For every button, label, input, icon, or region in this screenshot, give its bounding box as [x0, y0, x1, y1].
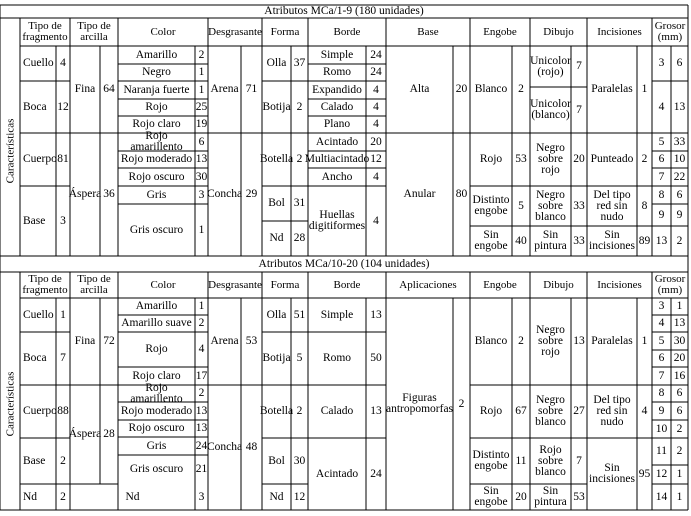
- table1-color-label: Gris oscuro: [129, 223, 184, 236]
- table2-color-label: Rojo moderado: [120, 404, 193, 417]
- table1-grosor-count: 10: [673, 153, 686, 165]
- table1-borde-value: 12: [370, 153, 382, 165]
- table1-header-dibujo: Dibujo: [543, 25, 574, 38]
- table1-borde-label: Ancho: [321, 170, 353, 183]
- table1-incision-value: 1: [641, 83, 648, 95]
- table2-incision-label: Del tipo red sin nudo: [593, 394, 631, 428]
- table2-fragmento-label: Boca: [23, 352, 47, 364]
- table2-dibujo-value: 27: [573, 405, 585, 417]
- table1-forma-label: Olla: [266, 57, 287, 69]
- table1-borde-value: 4: [373, 214, 379, 227]
- table2-header-incisiones: Incisiones: [597, 278, 642, 291]
- table1-fragmento-value: 12: [57, 100, 69, 113]
- table2-grosor-count: 2: [676, 445, 683, 457]
- table2-grosor-mm: 4: [658, 317, 665, 329]
- table1-borde-label: Plano: [323, 118, 351, 130]
- table2-header-engobe: Engobe: [483, 278, 517, 291]
- table2-dibujo-value: 53: [573, 490, 585, 503]
- table2-forma-label: Botella: [259, 405, 294, 417]
- table1-color-value: 25: [195, 101, 208, 113]
- table1-borde-value: 4: [373, 101, 379, 113]
- table1-grosor-count: 6: [676, 188, 683, 201]
- table2-color-label: Rojo: [145, 343, 168, 355]
- table2-incision-value: 1: [641, 335, 648, 347]
- table2-fragmento-label: Nd: [23, 490, 38, 503]
- table2-color-value: 2: [198, 387, 205, 399]
- table1-forma-value: 37: [293, 57, 306, 69]
- table1-fragmento-label: Boca: [23, 100, 47, 113]
- table2-borde-value: 13: [370, 308, 382, 321]
- table2-grosor-count: 1: [676, 300, 683, 312]
- table2-header-borde: Borde: [333, 278, 361, 291]
- table1-forma-value: 28: [293, 232, 306, 244]
- table2-grosor-mm: 6: [658, 352, 665, 364]
- table1-borde-label: Acintado: [315, 135, 359, 148]
- table1-engobe-value: 40: [515, 234, 527, 247]
- table1-grosor-count: 9: [676, 208, 683, 221]
- table2-color-value: 17: [195, 369, 208, 382]
- table2-engobe-label: Blanco: [474, 335, 508, 347]
- table2-dibujo-label: Sin pintura: [534, 485, 567, 508]
- table2-grosor-mm: 7: [658, 369, 665, 382]
- table1-engobe-label: Distinto engobe: [472, 194, 510, 217]
- table2-title: Atributos MCa/10-20 (104 unidades): [258, 257, 430, 270]
- table1-incision-value: 89: [638, 234, 651, 247]
- table2-grosor-mm: 3: [658, 300, 665, 312]
- table2-borde-label: Romo: [322, 352, 352, 364]
- table2-forma-value: 5: [296, 352, 303, 364]
- table1-engobe-label: Sin engobe: [474, 229, 508, 252]
- table2-borde-label: Calado: [320, 405, 354, 417]
- table2-forma-value: 30: [293, 454, 306, 467]
- table2-color-value: 2: [198, 317, 205, 329]
- table2-desgrasante-label: Arena: [210, 335, 239, 347]
- table2-header-color: Color: [150, 278, 176, 291]
- table1-forma-value: 2: [296, 153, 303, 165]
- table2-incision-label: Paralelas: [591, 335, 633, 347]
- table2-forma-label: Botija: [262, 352, 291, 364]
- table1-incision-value: 2: [641, 153, 648, 165]
- table1-grosor-mm: 3: [658, 57, 665, 69]
- table1-engobe-label: Blanco: [474, 83, 508, 95]
- table1-header-color: Color: [150, 25, 176, 38]
- table2-fragmento-value: 2: [60, 490, 66, 503]
- table2-grosor-mm: 9: [658, 404, 665, 417]
- table1-color-label: Rojo amarillento: [130, 130, 183, 153]
- table2-grosor-mm: 11: [655, 445, 668, 457]
- table2-desgrasante-value: 53: [245, 335, 258, 347]
- table1-arcilla-label: Áspera: [68, 188, 102, 200]
- table1-dibujo-label: Negro sobre rojo: [536, 142, 565, 176]
- table1-forma-label: Bol: [268, 197, 285, 209]
- table1-dibujo-value: 7: [576, 103, 582, 116]
- table1-base-label: Alta: [409, 83, 430, 95]
- table2-engobe-value: 67: [515, 405, 527, 417]
- table1-grosor-count: 22: [673, 170, 686, 183]
- table1-engobe-value: 53: [515, 153, 527, 165]
- table1-borde-label: Calado: [320, 101, 354, 113]
- table2-grosor-count: 13: [673, 317, 686, 329]
- table1-header-base: Base: [417, 25, 439, 38]
- table1-grosor-mm: 4: [658, 100, 665, 113]
- table2-dibujo-label: Negro sobre rojo: [536, 324, 565, 358]
- table1-arcilla-value: 36: [103, 188, 115, 200]
- table2-color-label: Rojo claro: [132, 369, 181, 382]
- table1-color-value: 13: [195, 153, 208, 165]
- table2-header-desgrasante: Desgrasante: [208, 278, 262, 291]
- table2-fragmento-label: Cuerpo: [23, 405, 57, 417]
- table2-engobe-label: Sin engobe: [474, 485, 508, 508]
- table1-header-engobe: Engobe: [483, 25, 517, 38]
- table2-color-value: 24: [195, 439, 208, 452]
- table2-color-label: Gris: [146, 439, 167, 452]
- table1-dibujo-label: Negro sobre blanco: [535, 188, 566, 223]
- table2-color-value: 13: [195, 422, 208, 434]
- table1-incision-value: 8: [641, 199, 648, 212]
- table2-grosor-mm: 14: [655, 490, 668, 503]
- table1-color-value: 1: [198, 223, 205, 236]
- table2-header-aplicaciones: Aplicaciones: [399, 278, 457, 291]
- table2-fragmento-value: 88: [57, 405, 69, 417]
- table2-color-value: 3: [198, 490, 205, 503]
- table1-dibujo-label: Unicolor (blanco): [530, 98, 571, 121]
- table1-incision-label: Sin incisiones: [589, 229, 635, 252]
- table2-color-value: 13: [195, 404, 208, 417]
- table2-aplicacion-label: Figuras antropomorfas: [385, 392, 454, 415]
- table1-forma-label: Botija: [262, 100, 291, 113]
- table2-engobe-value: 2: [518, 335, 524, 347]
- table2-grosor-count: 2: [676, 422, 683, 435]
- table2-borde-value: 13: [370, 405, 382, 417]
- table1-grosor-mm: 5: [658, 135, 665, 148]
- table1-color-label: Negro: [142, 66, 171, 78]
- table2-aplicacion-value: 2: [458, 397, 465, 410]
- table1-dibujo-label: Unicolor (rojo): [530, 54, 571, 78]
- table2-arcilla-value: 28: [103, 428, 115, 440]
- table2-header-forma: Forma: [270, 278, 300, 291]
- table2-engobe-value: 20: [515, 490, 527, 503]
- table2-grosor-mm: 5: [658, 334, 665, 347]
- table1-desgrasante-value: 71: [245, 83, 258, 95]
- table1-borde-label: Expandido: [312, 83, 362, 96]
- table1-borde-value: 24: [370, 66, 382, 78]
- table1-dibujo-label: Sin pintura: [534, 229, 567, 252]
- table2-header-grosor: Grosor (mm): [654, 273, 686, 296]
- table1-base-value: 80: [455, 188, 468, 200]
- table2-grosor-count: 16: [673, 369, 686, 382]
- table1-forma-value: 31: [293, 197, 306, 209]
- table2-fragmento-value: 1: [60, 308, 66, 321]
- table1-fragmento-value: 81: [57, 153, 69, 165]
- table1-color-value: 6: [198, 135, 205, 148]
- table2-arcilla-label: Fina: [74, 335, 96, 347]
- table2-forma-value: 51: [293, 308, 306, 321]
- table2-color-label: Amarillo suave: [121, 317, 192, 329]
- table1-forma-value: 2: [296, 100, 303, 113]
- table1-borde-label: Multiacintado: [304, 153, 370, 165]
- table2-desgrasante-value: 48: [245, 441, 258, 453]
- table2-borde-value: 50: [370, 352, 382, 364]
- table1-header-borde: Borde: [333, 25, 361, 38]
- table2-dibujo-value: 13: [573, 335, 585, 347]
- table1-dibujo-value: 33: [573, 234, 585, 247]
- table2-grosor-count: 6: [676, 387, 683, 399]
- table2-grosor-mm: 8: [658, 387, 665, 399]
- table1-header-incisiones: Incisiones: [597, 25, 642, 38]
- table2-grosor-mm: 10: [655, 422, 668, 435]
- table1-borde-value: 4: [373, 83, 379, 96]
- table1-side-label: Características: [3, 118, 16, 184]
- table1-desgrasante-label: Concha: [206, 188, 243, 200]
- table2-fragmento-value: 7: [60, 352, 66, 364]
- table1-color-label: Rojo claro: [132, 118, 181, 130]
- table2-color-label: Amarillo: [135, 300, 178, 312]
- table1-color-label: Rojo moderado: [120, 153, 193, 165]
- table1-color-value: 30: [195, 170, 208, 183]
- table1-fragmento-label: Base: [23, 214, 46, 227]
- table2-side-label: Características: [3, 371, 16, 437]
- table1-grosor-count: 33: [673, 135, 686, 148]
- table1-arcilla-value: 64: [103, 83, 115, 95]
- table2-incision-value: 4: [641, 405, 648, 417]
- table1-color-label: Naranja fuerte: [123, 83, 190, 96]
- table2-forma-value: 12: [293, 490, 306, 503]
- table2-engobe-value: 11: [515, 454, 527, 467]
- table1-engobe-value: 2: [518, 83, 524, 95]
- table1-grosor-mm: 9: [658, 208, 665, 221]
- table2-color-label: Rojo amarillento: [130, 381, 183, 405]
- table1-engobe-label: Rojo: [479, 153, 503, 165]
- table1-borde-label: Simple: [320, 48, 354, 61]
- table1-fragmento-label: Cuerpo: [23, 153, 57, 165]
- table1-dibujo-value: 7: [576, 60, 582, 72]
- table1-forma-label: Nd: [269, 232, 284, 244]
- table1-grosor-mm: 6: [658, 153, 665, 165]
- table2-borde-label: Simple: [320, 308, 354, 321]
- table1-dibujo-value: 33: [573, 199, 585, 212]
- table2-grosor-count: 1: [676, 490, 683, 503]
- table2-forma-label: Nd: [269, 490, 284, 503]
- table2-color-label: Rojo oscuro: [128, 422, 185, 434]
- table1-color-value: 19: [195, 118, 208, 130]
- table2-color-value: 21: [195, 463, 208, 475]
- table2-grosor-mm: 12: [655, 468, 668, 480]
- table1-color-value: 1: [198, 83, 205, 96]
- table1-engobe-value: 5: [518, 199, 524, 212]
- table1-header-desgrasante: Desgrasante: [208, 25, 262, 38]
- table1-borde-value: 4: [373, 118, 379, 130]
- table2-dibujo-label: Rojo sobre blanco: [535, 443, 566, 478]
- table1-fragmento-value: 4: [60, 57, 66, 69]
- table1-color-label: Gris: [146, 188, 167, 201]
- table1-header-arcilla: Tipo de arcilla: [77, 20, 111, 43]
- table2-color-label: Gris oscuro: [129, 463, 184, 475]
- table1-grosor-mm: 8: [658, 188, 665, 201]
- table2-forma-label: Bol: [268, 454, 285, 467]
- table1-base-label: Anular: [403, 188, 436, 200]
- table2-color-label: Nd: [125, 490, 140, 503]
- table2-color-value: 1: [198, 300, 205, 312]
- table2-incision-value: 95: [638, 467, 651, 480]
- table1-grosor-count: 6: [676, 57, 683, 69]
- table1-borde-value: 24: [370, 48, 382, 61]
- table2-forma-value: 2: [296, 405, 303, 417]
- table1-borde-value: 20: [370, 135, 382, 148]
- table2-arcilla-value: 72: [103, 335, 115, 347]
- table2-forma-label: Olla: [266, 308, 287, 321]
- table2-engobe-label: Distinto engobe: [472, 449, 510, 472]
- table2-incision-label: Sin incisiones: [589, 462, 635, 485]
- table1-header-forma: Forma: [270, 25, 300, 38]
- table2-engobe-label: Rojo: [479, 405, 503, 417]
- table1-incision-label: Del tipo red sin nudo: [593, 188, 631, 223]
- table2-header-dibujo: Dibujo: [543, 278, 574, 291]
- table1-color-value: 1: [198, 66, 205, 78]
- table1-grosor-count: 13: [673, 100, 686, 113]
- table2-fragmento-label: Base: [23, 454, 46, 467]
- table2-color-value: 4: [198, 343, 205, 355]
- table1-borde-label: Huellas digitiformes: [308, 209, 366, 232]
- table1-grosor-count: 2: [676, 234, 683, 247]
- table1-color-value: 2: [198, 48, 205, 61]
- table1-color-value: 3: [198, 188, 205, 201]
- table2-header-fragmento: Tipo de fragmento: [22, 273, 68, 296]
- table2-fragmento-value: 2: [60, 454, 66, 467]
- table2-dibujo-value: 7: [576, 454, 582, 467]
- table2-grosor-count: 6: [676, 404, 683, 417]
- table1-desgrasante-value: 29: [245, 188, 258, 200]
- table2-dibujo-label: Negro sobre blanco: [535, 394, 566, 428]
- table2-header-arcilla: Tipo de arcilla: [77, 273, 111, 296]
- table2-grosor-count: 1: [676, 468, 683, 480]
- table1-borde-value: 4: [373, 170, 379, 183]
- table1-fragmento-value: 3: [60, 214, 66, 227]
- table1-color-label: Rojo oscuro: [128, 170, 185, 183]
- table2-borde-value: 24: [370, 467, 382, 480]
- table1-header-fragmento: Tipo de fragmento: [22, 20, 68, 43]
- table1-desgrasante-label: Arena: [210, 83, 239, 95]
- table1-color-label: Amarillo: [135, 48, 178, 61]
- table1-grosor-mm: 13: [655, 234, 668, 247]
- table1-title: Atributos MCa/1-9 (180 unidades): [264, 5, 424, 17]
- table2-grosor-count: 20: [673, 352, 686, 364]
- table1-color-label: Rojo: [145, 101, 168, 113]
- table1-forma-label: Botella: [259, 153, 294, 165]
- table1-grosor-mm: 7: [658, 170, 665, 183]
- table2-desgrasante-label: Concha: [206, 441, 243, 453]
- table1-header-grosor: Grosor (mm): [654, 20, 686, 43]
- table1-dibujo-value: 20: [573, 153, 585, 165]
- table1-base-value: 20: [455, 83, 468, 95]
- table2-fragmento-label: Cuello: [23, 308, 54, 321]
- table2-borde-label: Acintado: [315, 467, 359, 480]
- table1-arcilla-label: Fina: [74, 83, 96, 95]
- table2-grosor-count: 30: [673, 334, 686, 347]
- table1-borde-label: Romo: [322, 66, 352, 78]
- table1-incision-label: Paralelas: [591, 83, 633, 95]
- table1-fragmento-label: Cuello: [23, 57, 54, 69]
- table2-arcilla-label: Áspera: [68, 428, 102, 440]
- table1-incision-label: Punteado: [590, 153, 634, 165]
